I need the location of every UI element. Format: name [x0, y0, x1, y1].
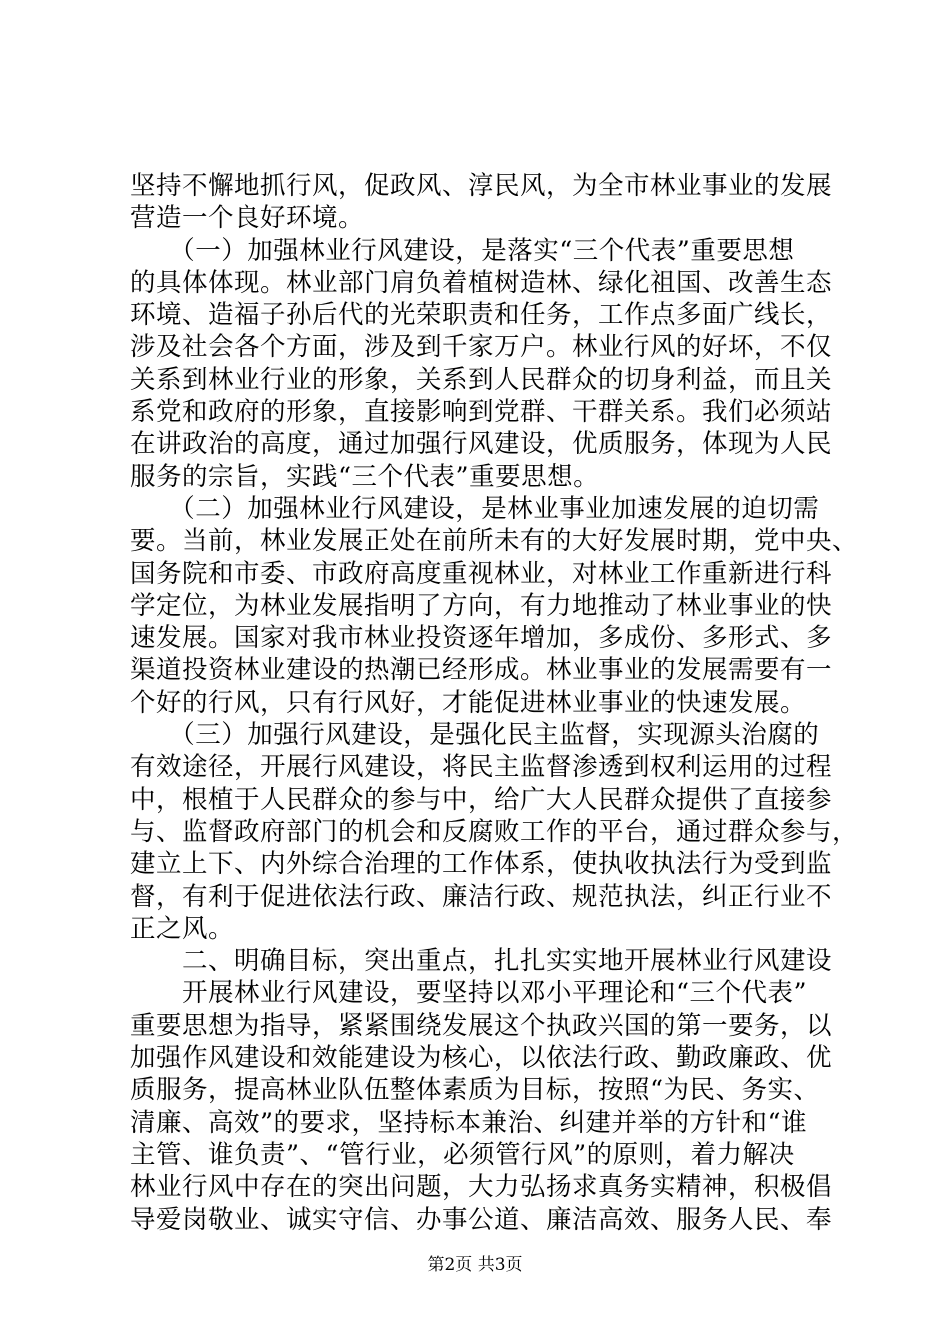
document-body [130, 170, 859, 1236]
text-line: （二）加强林业行风建设，是林业事业加速发展的迫切需 [130, 493, 820, 524]
text-line: 服务的宗旨，实践“三个代表”重要思想。 [130, 461, 600, 492]
text-line: 国务院和市委、市政府高度重视林业，对林业工作重新进行科 [130, 558, 833, 589]
text-line: 的具体体现。林业部门肩负着植树造林、绿化祖国、改善生态 [130, 267, 833, 298]
text-line: 环境、造福子孙后代的光荣职责和任务，工作点多面广线长， [130, 300, 833, 331]
text-line: 个好的行风，只有行风好，才能促进林业事业的快速发展。 [130, 687, 807, 718]
text-line: 有效途径，开展行风建设，将民主监督渗透到权利运用的过程 [130, 752, 833, 783]
text-line: 系党和政府的形象，直接影响到党群、干群关系。我们必须站 [130, 397, 833, 428]
text-line: 督，有利于促进依法行政、廉洁行政、规范执法，纠正行业不 [130, 881, 833, 912]
text-line: 坚持不懈地抓行风，促政风、淳民风，为全市林业事业的发展 [130, 171, 833, 201]
text-line: 质服务，提高林业队伍整体素质为目标，按照“为民、务实、 [130, 1075, 820, 1106]
text-line: 林业行风中存在的突出问题，大力弘扬求真务实精神，积极倡 [130, 1172, 833, 1203]
text-line: 正之风。 [130, 913, 235, 944]
text-line: 二、明确目标，突出重点，扎扎实实地开展林业行风建设 [130, 946, 833, 977]
page-footer: 第2页 共3页 [427, 1255, 523, 1275]
text-line: （一）加强林业行风建设，是落实“三个代表”重要思想 [130, 235, 795, 266]
text-line: 在讲政治的高度，通过加强行风建设，优质服务，体现为人民 [130, 429, 833, 460]
text-line: 主管、谁负责”、“管行业，必须管行风”的原则，着力解决 [130, 1139, 795, 1170]
text-line: 速发展。国家对我市林业投资逐年增加，多成份、多形式、多 [130, 623, 833, 654]
text-line: 要。当前，林业发展正处在前所未有的大好发展时期，党中央、 [130, 526, 859, 557]
text-line: 学定位，为林业发展指明了方向，有力地推动了林业事业的快 [130, 590, 833, 621]
text-line: 建立上下、内外综合治理的工作体系，使执收执法行为受到监 [130, 849, 833, 880]
text-line: 重要思想为指导，紧紧围绕发展这个执政兴国的第一要务，以 [130, 1010, 833, 1041]
text-line: 渠道投资林业建设的热潮已经形成。林业事业的发展需要有一 [130, 655, 833, 686]
text-line: 中，根植于人民群众的参与中，给广大人民群众提供了直接参 [130, 784, 833, 815]
text-line: 关系到林业行业的形象，关系到人民群众的切身利益，而且关 [130, 364, 833, 395]
text-line: 营造一个良好环境。 [130, 203, 365, 234]
text-line: （三）加强行风建设，是强化民主监督，实现源头治腐的 [130, 720, 820, 751]
text-line: 涉及社会各个方面，涉及到千家万户。林业行风的好坏，不仅 [130, 332, 833, 363]
text-line: 与、监督政府部门的机会和反腐败工作的平台，通过群众参与， [130, 816, 859, 847]
text-line: 清廉、高效”的要求，坚持标本兼治、纠建并举的方针和“谁 [130, 1107, 808, 1138]
text-line: 加强作风建设和效能建设为核心，以依法行政、勤政廉政、优 [130, 1043, 833, 1074]
text-line: 导爱岗敬业、诚实守信、办事公道、廉洁高效、服务人民、奉 [130, 1204, 833, 1235]
text-line: 开展林业行风建设，要坚持以邓小平理论和“三个代表” [130, 978, 808, 1009]
